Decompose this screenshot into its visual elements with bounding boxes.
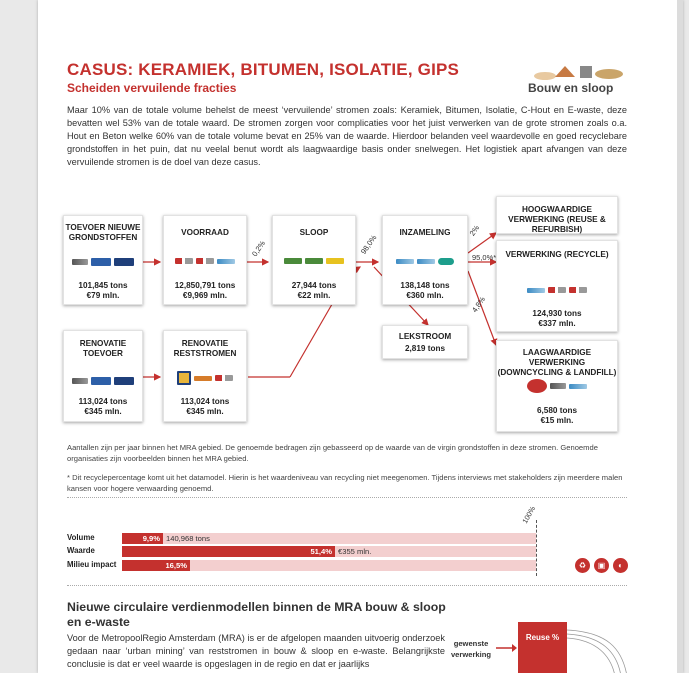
- organisation-logo: [177, 371, 191, 385]
- bar-milieu-pct: 16,5%: [165, 561, 187, 570]
- section-divider: [67, 585, 627, 586]
- impact-icon: ◐: [613, 558, 628, 573]
- brand-material-icons: [533, 62, 627, 80]
- box-renovatie-toevoer-logos: [68, 377, 138, 385]
- bar-milieu-label: Milieu impact: [67, 560, 117, 569]
- organisation-logo: [438, 258, 454, 265]
- box-sloop-title: SLOOP: [299, 228, 329, 237]
- box-renovatie-toevoer: [63, 330, 143, 422]
- organisation-logo: [114, 377, 134, 385]
- box-laagwaardig-logos: [501, 379, 613, 393]
- bar-waarde-track: [122, 546, 536, 557]
- organisation-logo: [215, 375, 233, 381]
- box-inzameling-logos: [387, 258, 463, 265]
- marker-100-label: 100%: [520, 504, 538, 525]
- pct-laag-label: 4,8%: [469, 294, 488, 315]
- box-inzameling-value: €360 mln.: [406, 291, 444, 300]
- box-voorraad-logos: [168, 258, 242, 264]
- organisation-logo: [527, 379, 547, 393]
- box-recycle-title: VERWERKING (RECYCLE): [505, 250, 609, 259]
- box-laagwaardig-value: €15 mln.: [540, 416, 574, 425]
- box-recycle: [496, 240, 618, 332]
- organisation-logo: [326, 258, 344, 264]
- organisation-logo: [305, 258, 323, 264]
- curve-lines: [567, 628, 637, 673]
- organisation-logo: [175, 258, 193, 264]
- footnote-recycle: * Dit recyclepercentage komt uit het datamodel. Hierin is het waardeniveau van recycling niet meegenomen. Tijdens interviews met stakeholders zijn meerdere malen kansen voor hogere verwaarding genoemd.: [67, 473, 623, 493]
- box-renovatie-toevoer-title: RENOVATIE TOEVOER: [79, 339, 127, 358]
- intro-paragraph: Maar 10% van de totale volume behelst de meest ‘vervuilende’ stromen zoals: Keramiek, Bitumen, Isolatie, C-Hout en E-waste, deze bevatten wel 53% van de totale waard. De stromen zorgen voor complicaties voor het juist verwerken van de grote stromen zoals o.a. Hout en Beton welke 60% van de totale volume bevat en 25% van de waarde. Hierdoor belanden veel waardevolle en goed recyclebare grondstoffen in het puin, dat nu veelal benut wordt als laagwaardige basis onder snelwegen. Het logistiek apart afvangen van deze vervuilende stromen is de doel van deze casus.: [67, 105, 627, 167]
- box-recycle-tons: 124,930 tons: [532, 309, 582, 318]
- box-sloop-tons: 27,944 tons: [291, 281, 337, 290]
- box-renovatie-rest-logos: [168, 371, 242, 385]
- footnote-amounts: Aantallen zijn per jaar binnen het MRA gebied. De genoemde bedragen zijn gebasseerd op de waarde van de virgin grondstoffen in deze stromen. Genoemde organisaties zijn voorbeelden binnen het MRA gebied.: [67, 443, 598, 463]
- box-voorraad-title: VOORRAAD: [181, 228, 229, 237]
- box-lekstroom-tons: 2,819 tons: [404, 344, 446, 353]
- pct-reuse-label: 2%: [467, 223, 482, 238]
- box-icon: ▣: [594, 558, 609, 573]
- box-hoogwaardig: [496, 196, 618, 234]
- bar-waarde-pct: 51,4%: [310, 547, 332, 556]
- organisation-logo: [284, 258, 302, 264]
- page-subtitle: Scheiden vervuilende fracties: [67, 81, 237, 95]
- page-title: CASUS: KERAMIEK, BITUMEN, ISOLATIE, GIPS: [67, 60, 460, 79]
- organisation-logo: [72, 378, 88, 384]
- bar-volume-label: Volume: [67, 533, 95, 542]
- side-arrow-icon: [496, 643, 518, 653]
- box-inzameling-tons: 138,148 tons: [400, 281, 450, 290]
- box-inzameling: [382, 215, 468, 305]
- organisation-logo: [417, 259, 435, 264]
- organisation-logo: [548, 287, 566, 293]
- document-page: [38, 0, 683, 673]
- organisation-logo: [194, 376, 212, 381]
- pct-sloop-label: 0,2%: [249, 238, 268, 259]
- organisation-logo: [217, 259, 235, 264]
- bar-volume-track: [122, 533, 536, 544]
- organisation-logo: [527, 288, 545, 293]
- box-recycle-logos: [501, 287, 613, 293]
- box-renovatie-rest-value: €345 mln.: [186, 407, 224, 416]
- brand-label: Bouw en sloop: [528, 81, 614, 95]
- organisation-logo: [196, 258, 214, 264]
- section2-heading: Nieuwe circulaire verdienmodellen binnen de MRA bouw & sloop en e-waste: [67, 600, 446, 629]
- box-sloop-value: €22 mln.: [297, 291, 331, 300]
- box-laagwaardig: [496, 340, 618, 432]
- box-toevoer-value: €79 mln.: [86, 291, 120, 300]
- marker-100-line: [536, 520, 537, 576]
- box-sloop-logos: [277, 258, 351, 264]
- box-voorraad-value: €9,969 mln.: [182, 291, 228, 300]
- box-toevoer-logos: [68, 258, 138, 266]
- box-renovatie-rest-title: RENOVATIE RESTSTROMEN: [173, 339, 237, 358]
- bar-volume-value: 140,968 tons: [166, 534, 210, 543]
- organisation-logo: [72, 259, 88, 265]
- box-hoogwaardig-title: HOOGWAARDIGE VERWERKING (REUSE & REFURBISH): [508, 205, 606, 234]
- box-inzameling-title: INZAMELING: [399, 228, 451, 237]
- box-sloop: [272, 215, 356, 305]
- box-renovatie-rest: [163, 330, 247, 422]
- side-label: gewenste verwerking: [450, 639, 492, 659]
- box-lekstroom: [382, 325, 468, 359]
- organisation-logo: [91, 377, 111, 385]
- reuse-box: Reuse %: [518, 622, 567, 673]
- bar-milieu-track: [122, 560, 536, 571]
- bar-volume-pct: 9,9%: [142, 534, 160, 543]
- bar-waarde-value: €355 mln.: [338, 547, 372, 556]
- organisation-logo: [396, 259, 414, 264]
- box-toevoer-tons: 101,845 tons: [78, 281, 128, 290]
- box-laagwaardig-title: LAAGWAARDIGE VERWERKING (DOWNCYCLING & LANDFILL): [497, 348, 617, 377]
- box-laagwaardig-tons: 6,580 tons: [536, 406, 578, 415]
- box-voorraad-tons: 12,850,791 tons: [174, 281, 236, 290]
- box-toevoer-title: TOEVOER NIEUWE GRONDSTOFFEN: [65, 223, 141, 242]
- section2-body: Voor de MetropoolRegio Amsterdam (MRA) is er de afgelopen maanden uitvoerig onderzoek gedaan naar ‘urban mining’ van reststromen in bouw & sloop en e-waste. Belangrijkste conclusie is dat er veel waarde is opgeslagen in de regio en dat er jaarlijks: [67, 633, 445, 669]
- box-voorraad: [163, 215, 247, 305]
- bar-waarde-label: Waarde: [67, 546, 95, 555]
- organisation-logo: [550, 383, 566, 389]
- organisation-logo: [91, 258, 111, 266]
- box-renovatie-toevoer-value: €345 mln.: [84, 407, 122, 416]
- recycle-icon: ♻: [575, 558, 590, 573]
- box-toevoer: [63, 215, 143, 305]
- box-lekstroom-title: LEKSTROOM: [398, 332, 452, 341]
- pct-inzameling-label: 98,0%: [358, 233, 379, 256]
- box-recycle-value: €337 mln.: [538, 319, 576, 328]
- pct-recycle-label: 95,0%*: [472, 253, 497, 262]
- organisation-logo: [114, 258, 134, 266]
- box-renovatie-toevoer-tons: 113,024 tons: [78, 397, 128, 406]
- organisation-logo: [569, 384, 587, 389]
- box-renovatie-rest-tons: 113,024 tons: [180, 397, 230, 406]
- organisation-logo: [569, 287, 587, 293]
- footnote-divider: [67, 497, 627, 498]
